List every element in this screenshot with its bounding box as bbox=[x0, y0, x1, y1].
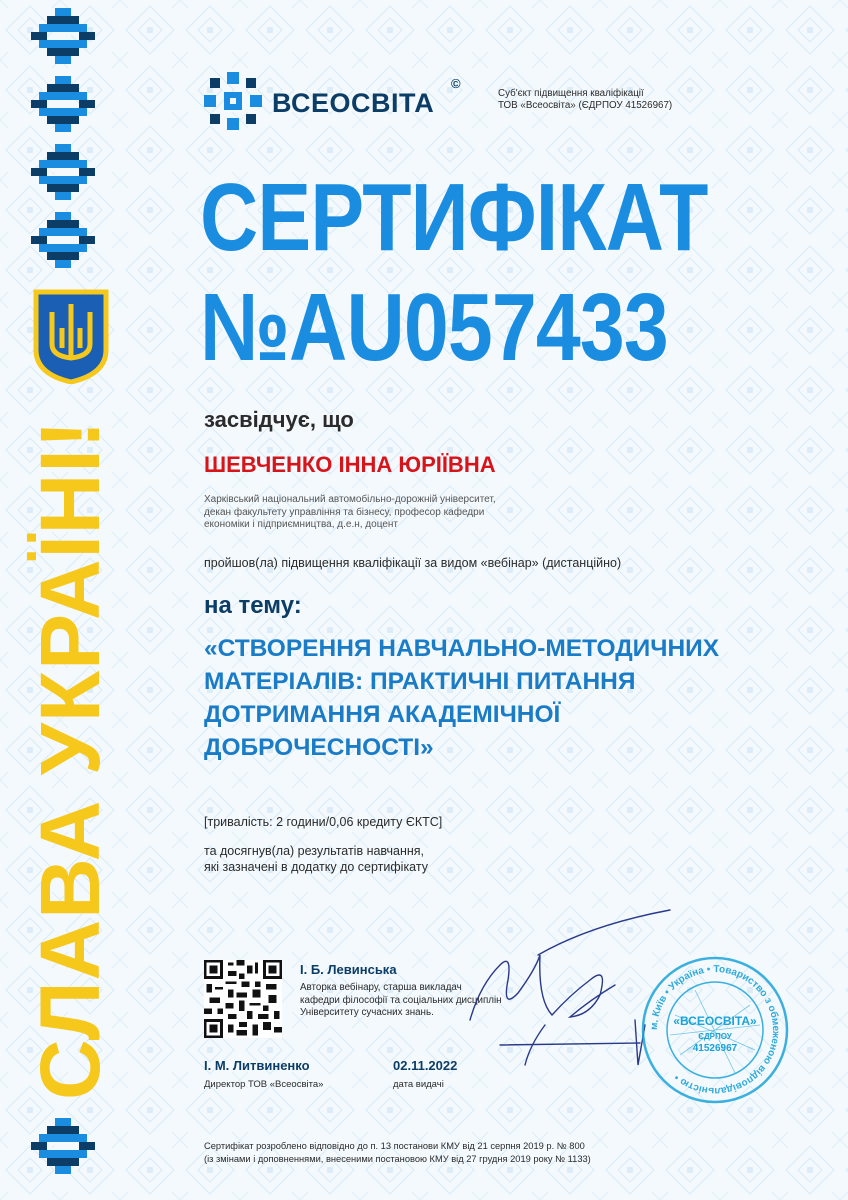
slava-ukraini-text: СЛАВА УКРАЇНІ! bbox=[23, 419, 117, 1100]
recipient-name: ШЕВЧЕНКО ІННА ЮРІЇВНА bbox=[204, 452, 496, 477]
stamp-center-text: «ВСЕОСВІТА» bbox=[673, 1014, 757, 1028]
topic-line: ДОБРОЧЕСНОСТІ» bbox=[204, 734, 434, 761]
footnote-line: (із змінами і доповненнями, внесеними постановою КМУ від 27 грудня 2019 року № 1133) bbox=[204, 1153, 591, 1164]
certifies-label: засвідчує, що bbox=[204, 407, 354, 432]
certificate-number: №AU057433 bbox=[200, 274, 668, 381]
director-role: Директор ТОВ «Всеосвіта» bbox=[204, 1079, 324, 1090]
slava-ukraini-banner bbox=[22, 419, 117, 1110]
copyright-mark: © bbox=[451, 76, 461, 91]
certificate-title: СЕРТИФІКАТ bbox=[200, 164, 708, 271]
legal-footnote bbox=[204, 1140, 764, 1165]
author-desc-line: Авторка вебінару, старша викладач bbox=[300, 982, 462, 993]
trident-coat-of-arms-icon bbox=[32, 288, 110, 384]
topic-line: «СТВОРЕННЯ НАВЧАЛЬНО-МЕТОДИЧНИХ bbox=[204, 635, 720, 662]
recipient-affiliation bbox=[204, 494, 564, 532]
completion-statement: пройшов(ла) підвищення кваліфікації за видом «вебінар» (дистанційно) bbox=[204, 556, 622, 570]
issue-date-label: дата видачі bbox=[393, 1079, 444, 1090]
stamp-edrpou: ЄДРПОУ bbox=[698, 1032, 732, 1041]
official-stamp bbox=[640, 955, 790, 1105]
topic-line: ДОТРИМАННЯ АКАДЕМІЧНОЇ bbox=[204, 701, 561, 728]
topic-label: на тему: bbox=[204, 592, 302, 619]
qr-code-icon[interactable] bbox=[204, 960, 282, 1038]
issue-date: 02.11.2022 bbox=[393, 1058, 458, 1073]
topic-line: МАТЕРІАЛІВ: ПРАКТИЧНІ ПИТАННЯ bbox=[204, 668, 636, 695]
stamp-ring-text: м. Київ • Україна • Товариство з обмеженою відповідальністю • bbox=[648, 963, 782, 1097]
author-desc-line: кафедри філософії та соціальних дисциплін bbox=[300, 994, 502, 1006]
outcomes-line: які зазначені в додатку до сертифікату bbox=[204, 860, 428, 874]
affiliation-line: економіки і підприємництва, д.е.н, доцент bbox=[204, 519, 398, 530]
outcomes-line: та досягнув(ла) результатів навчання, bbox=[204, 844, 425, 858]
footnote-line: Сертифікат розроблено відповідно до п. 13 постанови КМУ від 21 серпня 2019 р. № 800 bbox=[204, 1141, 585, 1151]
vseosvita-logo-icon bbox=[200, 68, 266, 134]
duration-info: [тривалість: 2 години/0,06 кредиту ЄКТС] bbox=[204, 815, 443, 829]
author-desc-line: Університету сучасних знань. bbox=[300, 1007, 434, 1018]
provider-line: ТОВ «Всеосвіта» (ЄДРПОУ 41526967) bbox=[498, 100, 673, 111]
affiliation-line: декан факультету управління та бізнесу, професор кафедри bbox=[204, 506, 485, 518]
brand-logo-text: ВСЕОСВІТА bbox=[272, 88, 435, 118]
affiliation-line: Харківський національний автомобільно-дорожній університет, bbox=[204, 494, 496, 505]
author-name: І. Б. Левинська bbox=[300, 962, 397, 977]
director-name: І. М. Литвиненко bbox=[204, 1058, 310, 1073]
stamp-code: 41526967 bbox=[692, 1043, 738, 1054]
learning-outcomes-note bbox=[204, 843, 524, 875]
provider-info bbox=[498, 88, 672, 112]
topic-title bbox=[204, 632, 804, 764]
provider-line: Суб'єкт підвищення кваліфікації bbox=[498, 88, 644, 99]
